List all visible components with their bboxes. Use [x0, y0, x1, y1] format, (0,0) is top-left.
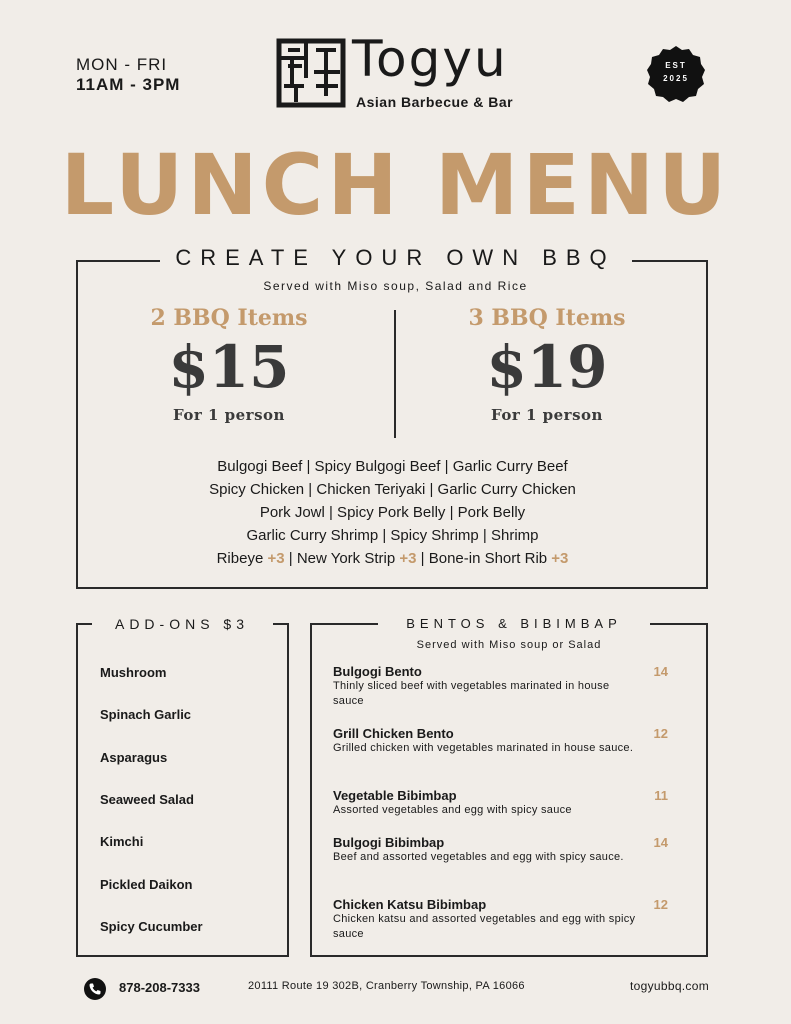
bento-name: Grill Chicken Bento — [333, 726, 454, 741]
bento-name: Bulgogi Bibimbap — [333, 835, 445, 850]
option-2-label: 3 BBQ Items — [468, 305, 626, 331]
bbq-items-line: Spicy Chicken | Chicken Teriyaki | Garlic Curry Chicken — [209, 481, 576, 498]
bbq-section-title: CREATE YOUR OWN BBQ — [175, 245, 616, 270]
bento-item — [333, 788, 643, 818]
bbq-section-subtitle: Served with Miso soup, Salad and Rice — [263, 279, 528, 293]
premium-separator: | — [284, 550, 297, 567]
bento-item — [333, 664, 643, 709]
option-1-price: $15 — [168, 333, 290, 401]
addon-item: Seaweed Salad — [100, 792, 194, 807]
premium-item-extra: +3 — [267, 550, 285, 567]
est-label: EST — [665, 61, 687, 70]
togyu-logo-icon — [276, 38, 346, 108]
bento-price: 14 — [653, 835, 668, 850]
bbq-items-line: Bulgogi Beef | Spicy Bulgogi Beef | Garlic Curry Beef — [217, 458, 568, 475]
bento-name: Chicken Katsu Bibimbap — [333, 897, 487, 912]
addons-title: ADD-ONS $3 — [114, 616, 250, 632]
bento-description: Chicken katsu and assorted vegetables and egg with spicy sauce — [333, 913, 636, 940]
premium-item-extra: +3 — [551, 550, 569, 567]
option-2-serving: For 1 person — [491, 406, 603, 424]
phone-icon — [84, 978, 106, 1000]
premium-item-extra: +3 — [399, 550, 417, 567]
bbq-items-list — [80, 455, 705, 570]
bento-name: Vegetable Bibimbap — [333, 788, 457, 803]
bento-price: 14 — [653, 664, 668, 679]
bento-price: 12 — [653, 897, 668, 912]
premium-item-name: New York Strip — [296, 550, 396, 567]
bento-price: 12 — [653, 726, 668, 741]
option-2-price: $19 — [486, 333, 608, 401]
hours-days: MON - FRI — [76, 55, 168, 74]
addon-item: Pickled Daikon — [100, 877, 193, 892]
website-link[interactable]: togyubbq.com — [630, 979, 709, 993]
addon-item: Spicy Cucumber — [100, 919, 203, 934]
bentos-subtitle: Served with Miso soup or Salad — [416, 639, 602, 651]
address: 20111 Route 19 302B, Cranberry Township, PA 16066 — [248, 980, 525, 992]
addons-frame — [76, 623, 289, 957]
bento-item — [333, 897, 643, 942]
bbq-premium-line — [80, 547, 705, 570]
bento-description: Thinly sliced beef with vegetables marinated in house sauce — [333, 680, 610, 707]
premium-item-name: Bone-in Short Rib — [428, 550, 548, 567]
bento-description: Beef and assorted vegetables and egg with spicy sauce. — [333, 851, 624, 863]
bentos-frame — [310, 623, 708, 957]
hours-time: 11AM - 3PM — [76, 75, 181, 94]
option-1-serving: For 1 person — [173, 406, 285, 424]
bento-description: Grilled chicken with vegetables marinated in house sauce. — [333, 742, 634, 754]
bentos-title: BENTOS & BIBIMBAP — [406, 616, 622, 631]
page-title: LUNCH MENU — [60, 136, 731, 234]
phone-number[interactable]: 878-208-7333 — [119, 980, 200, 995]
bento-item — [333, 835, 643, 865]
option-divider — [394, 310, 396, 438]
est-year: 2025 — [663, 74, 689, 83]
addon-item: Mushroom — [100, 665, 167, 680]
bbq-items-line: Pork Jowl | Spicy Pork Belly | Pork Belly — [259, 504, 526, 521]
bento-price: 11 — [654, 788, 668, 803]
premium-item-name: Ribeye — [216, 550, 264, 567]
option-1-label: 2 BBQ Items — [150, 305, 308, 331]
premium-separator: | — [416, 550, 429, 567]
addon-item: Asparagus — [100, 750, 168, 765]
bento-name: Bulgogi Bento — [333, 664, 422, 679]
bento-item — [333, 726, 643, 756]
addon-item: Kimchi — [100, 834, 144, 849]
brand-subtitle: Asian Barbecue & Bar — [356, 94, 514, 110]
addon-item: Spinach Garlic — [100, 707, 192, 722]
est-seal — [646, 44, 706, 104]
bento-description: Assorted vegetables and egg with spicy sauce — [333, 804, 572, 816]
bbq-items-line: Garlic Curry Shrimp | Spicy Shrimp | Shrimp — [246, 527, 539, 544]
brand-name: Togyu — [352, 30, 508, 88]
